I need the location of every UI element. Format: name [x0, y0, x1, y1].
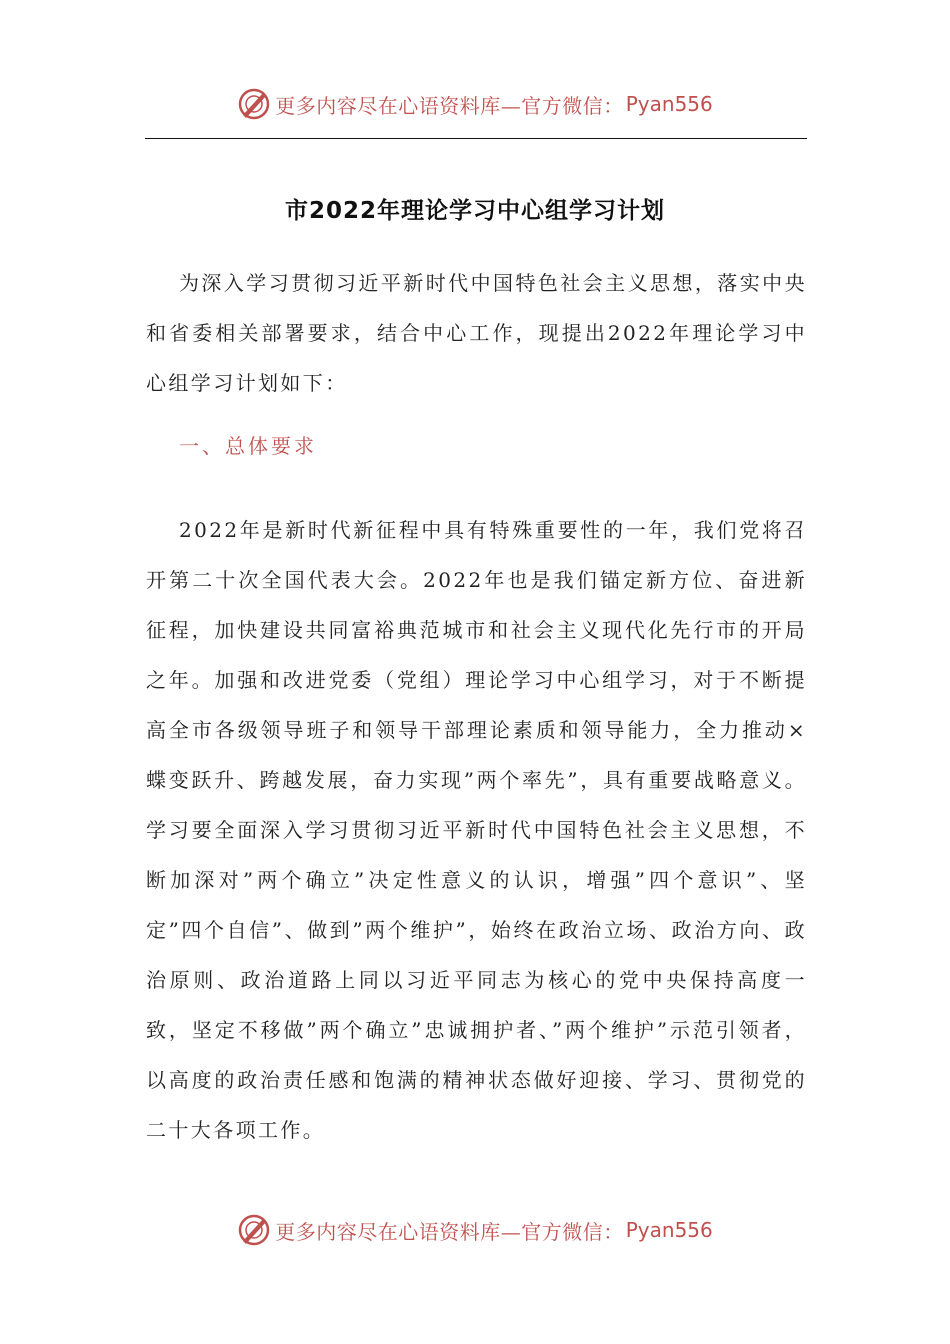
watermark-wechat-id: Pyan556: [625, 92, 713, 116]
intro-paragraph: 为深入学习贯彻习近平新时代中国特色社会主义思想，落实中央和省委相关部署要求，结合中心工作，现提出2022年理论学习中心组学习计划如下：: [146, 271, 807, 395]
watermark-slogan: 更多内容尽在心语资料库—官方微信：: [275, 93, 624, 118]
header-rule: [145, 138, 807, 139]
pen-logo-icon: [237, 87, 271, 121]
header-watermark: [0, 84, 950, 124]
watermark-wechat-id: Pyan556: [625, 1218, 713, 1242]
footer-watermark: [0, 1210, 950, 1250]
section-paragraph: 2022年是新时代新征程中具有特殊重要性的一年，我们党将召开第二十次全国代表大会。2022年也是我们锚定新方位、奋进新征程，加快建设共同富裕典范城市和社会主义现代化先行市的开局之年。加强和改进党委（党组）理论学习中心组学习，对于不断提高全市各级领导班子和领导干部理论素质和领导能力，全力推动×蝶变跃升、跨越发展，奋力实现”两个率先”，具有重要战略意义。学习要全面深入学习贯彻习近平新时代中国特色社会主义思想，不断加深对”两个确立”决定性意义的认识，增强”四个意识”、坚定”四个自信”、做到”两个维护”，始终在政治立场、政治方向、政治原则、政治道路上同以习近平同志为核心的党中央保持高度一致，坚定不移做”两个确立”忠诚拥护者、”两个维护”示范引领者，以高度的政治责任感和饱满的精神状态做好迎接、学习、贯彻党的二十大各项工作。: [146, 518, 807, 1142]
pen-logo-icon: [237, 1213, 271, 1247]
section-heading: 一、总体要求: [179, 434, 317, 458]
document-title: 市2022年理论学习中心组学习计划: [284, 198, 665, 224]
watermark-slogan: 更多内容尽在心语资料库—官方微信：: [275, 1219, 624, 1244]
